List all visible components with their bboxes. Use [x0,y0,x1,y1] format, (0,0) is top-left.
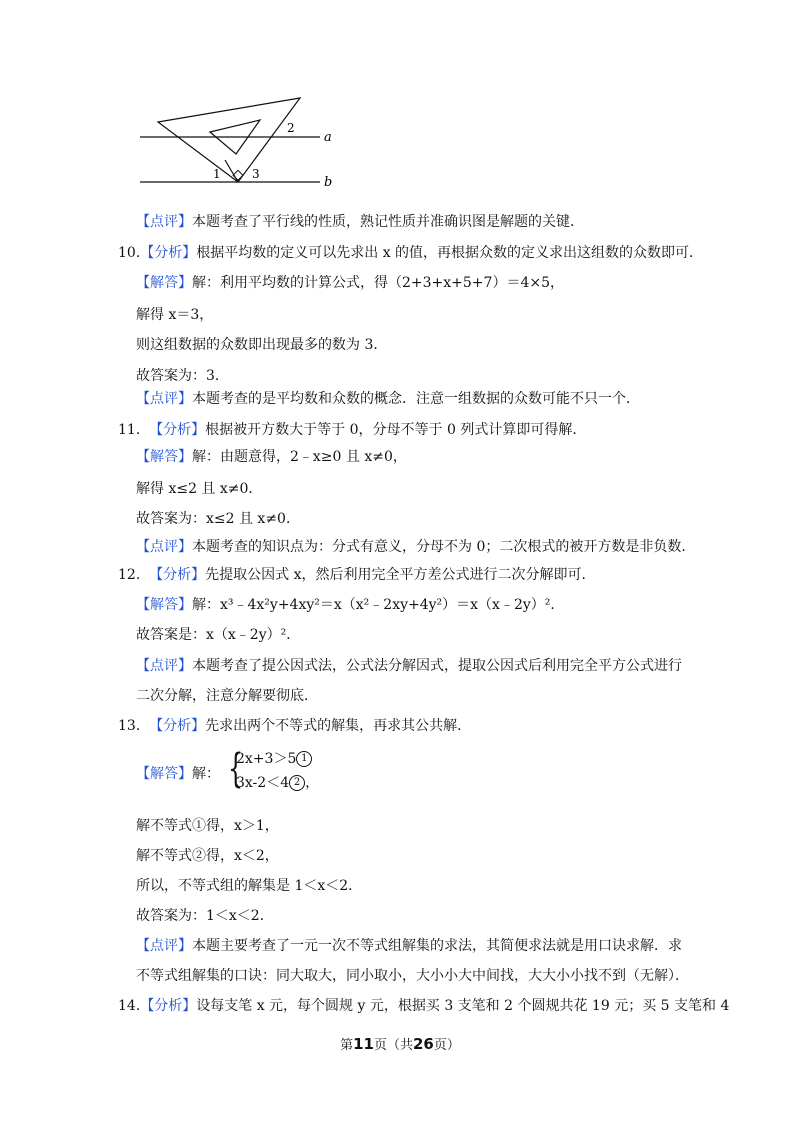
footer-prefix: 第 [340,1038,354,1053]
inequality-2 [236,773,319,793]
analysis-text: 先提取公因式 x，然后利用完全平方差公式进行二次分解即可． [205,567,596,583]
label-angle-3: 3 [252,167,260,181]
analysis-tag: 【分析】 [149,567,206,583]
review-text: 本题主要考查了一元一次不等式组解集的求法，其简便求法就是用口诀求解．求 [192,938,682,954]
current-page: 11 [353,1035,374,1053]
q9-review [136,212,584,232]
q10-answer [136,273,564,293]
q11-line2: 解得 x≤2 且 x≠0． [136,481,263,497]
question-number: 13. [118,718,141,734]
review-text: 本题考查了平行线的性质，熟记性质并准确识图是解题的关键． [192,214,584,230]
q12-analysis [118,565,596,585]
q11-review [136,537,695,557]
q12-review-cont: 二次分解，注意分解要彻底． [136,688,318,704]
analysis-tag: 【分析】 [140,245,197,261]
analysis-tag: 【分析】 [149,718,206,734]
answer-tag: 【解答】 [136,597,192,613]
inequality-suffix: ， [305,775,320,791]
review-text: 本题考查的是平均数和众数的概念．注意一组数据的众数可能不只一个． [192,391,640,407]
q10-line4: 故答案为：3． [136,368,229,384]
page-footer [0,1034,800,1053]
label-line-b: b [324,175,333,190]
answer-text: 解：由题意得，2﹣x≥0 且 x≠0， [192,449,407,465]
question-number: 12. [118,567,141,583]
q10-analysis [118,243,703,263]
q13-answer [136,764,220,784]
q10-review [136,389,640,409]
question-number: 10. [118,245,141,261]
question-number: 14. [118,998,141,1014]
footer-suffix: 页） [433,1038,460,1053]
review-tag: 【点评】 [136,539,192,555]
q13-line5: 故答案为：1＜x＜2． [136,908,274,924]
answer-prefix: 解： [192,597,220,613]
q10-line3: 则这组数据的众数即出现最多的数为 3． [136,337,388,353]
review-tag: 【点评】 [136,938,192,954]
analysis-text: 设每支笔 x 元，每个圆规 y 元，根据买 3 支笔和 2 个圆规共花 19 元；买 5 支笔和 4 [196,998,730,1014]
circle-mark-1: 1 [296,751,312,767]
answer-expression: x³﹣4x²y+4xy²＝x（x²﹣2xy+4y²）＝x（x﹣2y）²． [220,597,565,613]
inequality-1-text: 2x+3＞5 [236,751,297,767]
q13-review [136,936,682,956]
analysis-text: 根据平均数的定义可以先求出 x 的值，再根据众数的定义求出这组数的众数即可． [196,245,704,261]
q12-review [136,656,682,676]
parallel-lines-figure [130,90,360,195]
inequality-2-text: 3x-2＜4 [236,775,290,791]
analysis-text: 先求出两个不等式的解集，再求其公共解． [205,718,472,734]
answer-tag: 【解答】 [136,766,192,782]
circle-mark-2: 2 [289,775,305,791]
review-text: 本题考查的知识点为：分式有意义，分母不为 0；二次根式的被开方数是非负数． [192,539,696,555]
analysis-tag: 【分析】 [140,998,197,1014]
review-text: 本题考查了提公因式法，公式法分解因式，提取公因式后利用完全平方公式进行 [192,658,682,674]
q12-line2: 故答案是：x（x﹣2y）²． [136,627,301,643]
answer-tag: 【解答】 [136,449,192,465]
review-tag: 【点评】 [136,214,192,230]
answer-prefix: 解： [192,766,220,782]
question-number: 11. [118,422,141,438]
q14-analysis [118,996,729,1016]
label-angle-1: 1 [213,167,221,181]
label-angle-2: 2 [287,121,295,135]
left-brace: { [228,746,244,792]
analysis-text: 根据被开方数大于等于 0，分母不等于 0 列式计算即可得解． [205,422,587,438]
q13-line2: 解不等式①得，x＞1， [136,818,279,834]
q13-line3: 解不等式②得，x＜2， [136,848,279,864]
q11-line3: 故答案为：x≤2 且 x≠0． [136,511,300,527]
q13-review-cont: 不等式组解集的口诀：同大取大，同小取小，大小小大中间找，大大小小找不到（无解）． [136,968,689,984]
answer-text: 解：利用平均数的计算公式，得（2+3+x+5+7）＝4×5， [192,275,564,291]
q10-line2: 解得 x＝3， [136,307,214,323]
inequality-1 [236,749,312,769]
label-line-a: a [324,130,332,145]
q12-answer [136,595,564,615]
inequality-system [228,747,348,797]
outer-triangle [158,98,300,182]
review-tag: 【点评】 [136,658,192,674]
answer-tag: 【解答】 [136,275,192,291]
q11-analysis [118,420,586,440]
total-pages: 26 [413,1035,434,1053]
footer-mid: 页（共 [373,1038,413,1053]
q13-line4: 所以，不等式组的解集是 1＜x＜2． [136,878,363,894]
q13-analysis [118,716,471,736]
q11-answer [136,447,407,467]
analysis-tag: 【分析】 [149,422,206,438]
review-tag: 【点评】 [136,391,192,407]
